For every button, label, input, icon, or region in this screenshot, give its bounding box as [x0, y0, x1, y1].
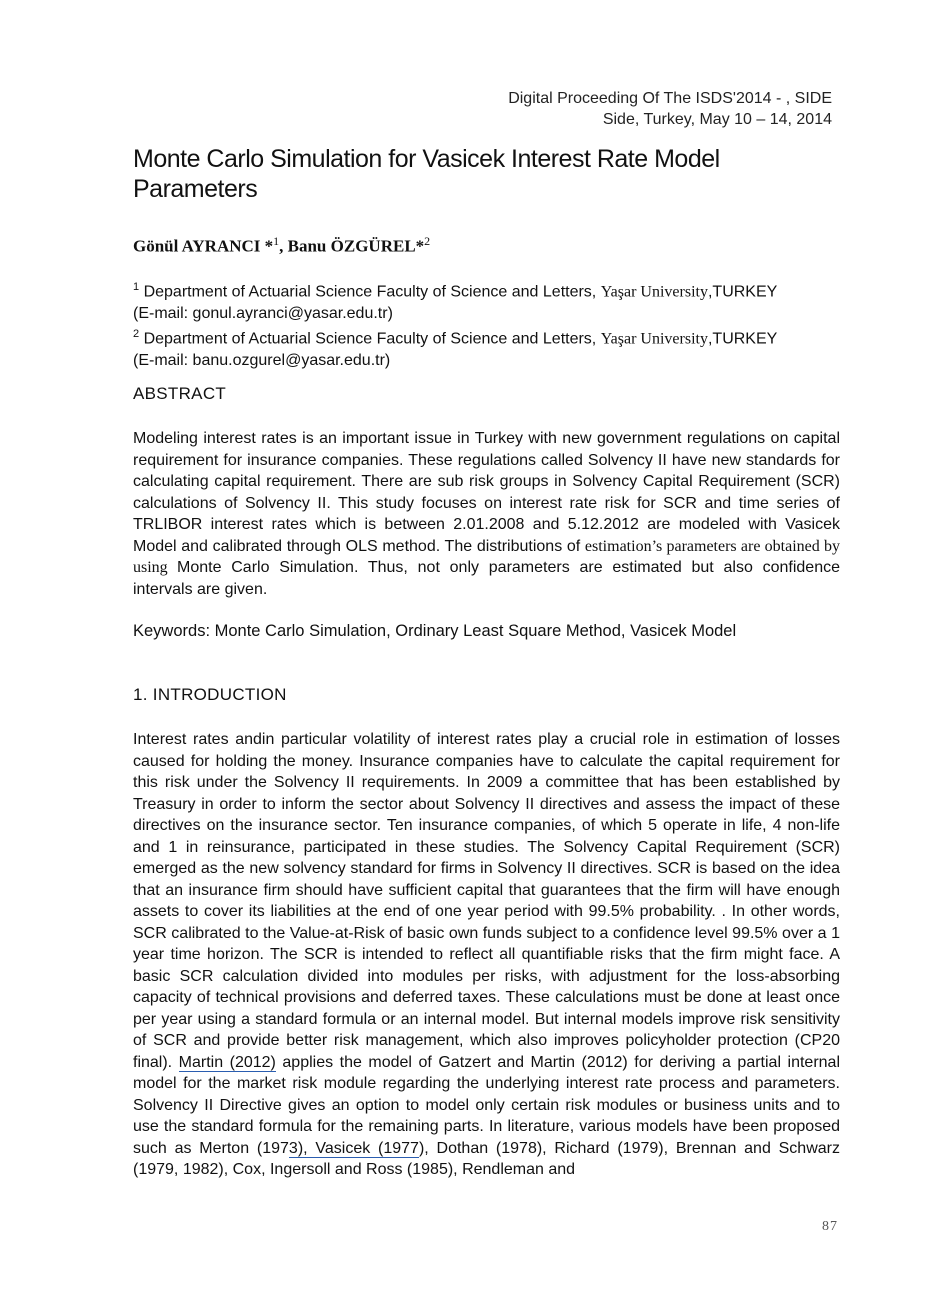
author-list	[133, 234, 430, 257]
introduction-text-part-1: Interest rates andin particular volatility of interest rates play a crucial role in estimation of losses caused for holding the money. Insurance companies have to calculate the capital requirement for this risk under the Solvency II requirements. In 2009 a committee that has been established by Treasury in order to inform the sector about Solvency II directives and assess the impact of these directives on the insurance sector. Ten insurance companies, of which 5 operate in life, 4 non-life and 1 in reinsurance, participated in these studies. The Solvency Capital Requirement (SCR) emerged as the new solvency standard for firms in Solvency II directives. SCR is based on the idea that an insurance firm should have sufficient capital that guarantees that the firm will have enough assets to cover its liabilities at the end of one year period with 99.5% probability. . In other words, SCR calibrated to the Value-at-Risk of basic own funds subject to a confidence level 99.5% over a 1 year time horizon. The SCR is intended to reflect all quantifiable risks that the firm might face. A basic SCR calculation divided into modules per risks, with adjustment for the loss-absorbing capacity of technical provisions and deferred taxes. These calculations must be done at least once per year using a standard formula or an internal model. But internal models improve risk sensitivity of SCR and provide better risk management, which also improves policyholder protection (CP20 final).	[133, 731, 840, 1071]
affiliation-1-department: Department of Actuarial Science Faculty of Science and Letters,	[139, 283, 601, 301]
introduction-text-part-3: ), Dothan (1978), Richard (1979), Brennan and Schwarz (1979, 1982), Cox, Ingersoll and Ross (1985), Rendleman and	[133, 1139, 840, 1178]
affiliations	[133, 277, 843, 372]
affiliation-2-email: (E-mail: banu.ozgurel@yasar.edu.tr)	[133, 352, 391, 370]
citation-link-vasicek-1977[interactable]: 3), Vasicek (1977	[288, 1139, 419, 1157]
affiliation-1-email: (E-mail: gonul.ayranci@yasar.edu.tr)	[133, 304, 393, 322]
conference-name: Digital Proceeding Of The ISDS'2014 - , SIDE	[508, 90, 832, 107]
abstract-body	[133, 428, 840, 600]
abstract-heading: ABSTRACT	[133, 384, 227, 403]
affiliation-2	[133, 324, 843, 350]
keywords: Keywords: Monte Carlo Simulation, Ordinary Least Square Method, Vasicek Model	[133, 622, 737, 640]
affiliation-2-mark: 2	[133, 328, 140, 341]
introduction-body	[133, 729, 840, 1181]
affiliation-1-mark: 1	[133, 281, 140, 293]
affiliation-2-country: ,TURKEY	[707, 330, 778, 348]
conference-location-date: Side, Turkey, May 10 – 14, 2014	[602, 111, 832, 128]
citation-link-martin-2012[interactable]: Martin (2012)	[178, 1053, 276, 1071]
author-2-affiliation-mark: 2	[424, 234, 431, 248]
abstract-text-part-1: Modeling interest rates is an important issue in Turkey with new government regulations on capital requirement for insurance companies. These regulations called Solvency II have new standards for calculating capital requirement. There are sub risk groups in Solvency Capital Requirement (SCR) calculations of Solvency II. This study focuses on interest rate risk for SCR and time series of TRLIBOR interest rates which is between 2.01.2008 and 5.12.2012 are modeled with Vasicek Model and calibrated through OLS method. The distributions of	[133, 430, 840, 555]
author-1-affiliation-mark: 1	[273, 234, 280, 248]
paper-title: Monte Carlo Simulation for Vasicek Interest Rate Model Parameters	[133, 145, 720, 203]
conference-header	[508, 88, 832, 130]
abstract-text-part-3: Monte Carlo Simulation. Thus, not only parameters are estimated but also confidence intervals are given.	[133, 559, 841, 598]
abstract-text-part-2: estimation’s parameters are obtained by using	[133, 537, 840, 576]
introduction-heading: 1. INTRODUCTION	[133, 685, 287, 704]
author-1: Gönül AYRANCI *	[133, 236, 274, 256]
author-separator: ,	[279, 236, 288, 256]
affiliation-1-country: ,TURKEY	[707, 283, 778, 301]
page-number: 87	[822, 1219, 838, 1234]
affiliation-2-department: Department of Actuarial Science Faculty of Science and Letters,	[139, 330, 601, 348]
introduction-text-part-2: applies the model of Gatzert and Martin (2012) for deriving a partial internal model for the market risk module regarding the underlying interest rate process and parameters. Solvency II Directive gives an option to model only certain risk modules or business units and to use the standard formula for the remaining parts. In literature, various models have been proposed such as Merton (197	[133, 1053, 841, 1157]
affiliation-1-university: Yaşar University	[600, 283, 708, 301]
affiliation-2-university: Yaşar University	[600, 330, 708, 348]
author-2: Banu ÖZGÜREL*	[287, 236, 425, 256]
affiliation-1	[133, 277, 843, 303]
